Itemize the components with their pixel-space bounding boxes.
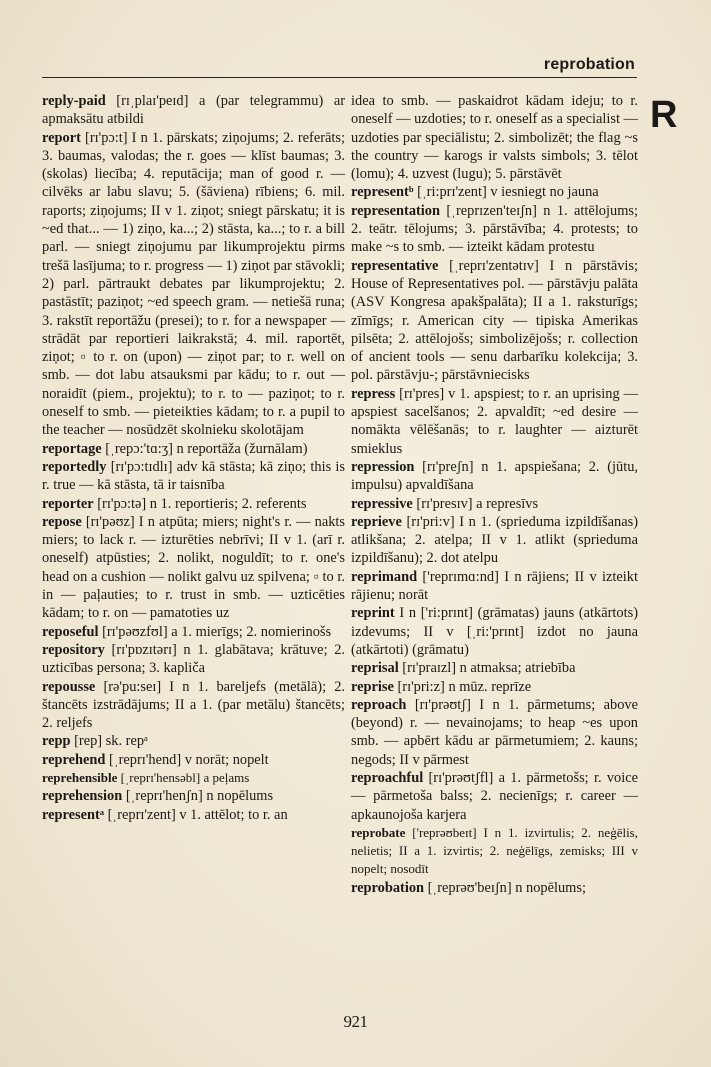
entry-headword: representation (351, 202, 440, 219)
entry-definition: [rɪ'pɒzɪtərɪ] n 1. glabātava; krātuve; 2. uzticības persona; 3. kapliča (42, 641, 345, 677)
dictionary-entry (42, 678, 345, 733)
entry-definition: [ˌreprɪ'hend] v norāt; nopelt (105, 751, 269, 768)
entry-headword: representative (351, 257, 439, 274)
dictionary-entry (351, 879, 638, 897)
entry-definition: [ˌreprɪ'henʃn] n nopēlums (122, 788, 274, 805)
dictionary-entry (351, 678, 638, 696)
entry-definition: [rɪ'presɪv] a represīvs (412, 495, 539, 512)
entry-headword: repress (351, 385, 396, 402)
entry-headword: reposeful (42, 623, 99, 640)
entry-headword: repression (351, 458, 415, 475)
entry-headword: reprobation (351, 879, 425, 896)
entry-headword: reportage (42, 440, 102, 457)
entry-headword: representᵃ (42, 806, 105, 823)
entry-headword: reprehension (42, 788, 123, 805)
dictionary-entry (42, 458, 345, 495)
entry-headword: reprint (351, 605, 395, 622)
entry-definition: [rɪ'preʃn] n 1. apspiešana; 2. (jūtu, impulsu) apvaldīšana (351, 458, 638, 494)
entry-headword: reprehensible (42, 769, 118, 785)
dictionary-entry (351, 568, 638, 605)
entry-headword: reporter (42, 495, 94, 512)
dictionary-entry (351, 513, 638, 568)
dictionary-entry (42, 440, 345, 458)
entry-headword: reprehend (42, 751, 106, 768)
dictionary-entry (42, 495, 345, 513)
entry-definition: [rɪˌplaɪ'peɪd] a (par telegrammu) ar apmaksātu atbildi (42, 93, 345, 128)
entry-headword: reprisal (351, 660, 399, 677)
dictionary-entry (351, 604, 638, 659)
entry-headword: repressive (351, 495, 413, 512)
dictionary-entry (42, 787, 345, 805)
dictionary-entry (351, 495, 638, 513)
header-rule (42, 77, 637, 78)
dictionary-entry (42, 806, 345, 824)
entry-definition: ['reprɪmɑ:nd] I n rājiens; II v izteikt rājienu; norāt (351, 568, 638, 604)
entry-headword: reprise (351, 678, 394, 695)
entry-headword: report (42, 129, 81, 146)
entry-definition: [ˌrepɔ:'tɑ:ʒ] n reportāža (žurnālam) (101, 440, 308, 457)
entry-headword: reprieve (351, 513, 402, 530)
entry-headword: representᵇ (351, 184, 414, 201)
left-column (42, 92, 345, 824)
entry-definition: [rɪ'prəʊtʃ] I n 1. pārmetums; above (beyond) r. — nevainojams; to heap ~es upon smb. — apbērt kādu ar pārmetumiem; 2. kauns; negods; II v pārmest (351, 696, 638, 768)
entry-definition: [ˌreprɪzen'teɪʃn] n 1. attēlojums; 2. teātr. tēlojums; 3. pārstāvība; 4. protests; to make ~s to smb. — izteikt kādam protestu (351, 202, 638, 256)
dictionary-entry (351, 183, 638, 201)
entry-definition: [ˌreprɪ'zent] v 1. attēlot; to r. an (104, 806, 288, 823)
dictionary-entry (351, 92, 638, 183)
dictionary-entry (351, 458, 638, 495)
entry-headword: reportedly (42, 458, 107, 475)
dictionary-entry (42, 769, 345, 787)
entry-definition: [ˌreprɪ'hensəbl] a peļams (117, 769, 250, 785)
dictionary-entry (42, 641, 345, 678)
thumb-index-letter: R (650, 94, 678, 136)
entry-definition: [rɪ'pɔ:tə] n 1. reportieris; 2. referents (93, 495, 307, 512)
entry-definition: [ˌri:prɪ'zent] v iesniegt no jauna (413, 184, 599, 201)
dictionary-entry (42, 732, 345, 750)
dictionary-entry (351, 659, 638, 677)
page-number: 921 (343, 1012, 368, 1031)
dictionary-entry (351, 202, 638, 257)
entry-definition: [rɪ'pəʊzfʊl] a 1. mierīgs; 2. nomierinošs (98, 623, 332, 640)
entry-definition: [rɪ'pri:v] I n 1. (sprieduma izpildīšanas) atlikšana; 2. atelpa; II v 1. atlikt (sprieduma izpildīšanu); 2. dot atelpu (351, 513, 638, 567)
entry-definition: [rɪ'prəʊtʃfl] a 1. pārmetošs; r. voice — pārmetoša balss; 2. necienīgs; r. career — apkaunojoša karjera (351, 769, 638, 823)
entry-definition: [rɪ'pɔ:t] I n 1. pārskats; ziņojums; 2. referāts; 3. baumas, valodas; the r. goes — klīst baumas; 3. (skolas) liecība; 4. reputācija; man of good r. — cilvēks ar labu slavu; 5. (šāviena) rībiens; 6. mil. raports; ziņojums; II v 1. ziņot; sniegt pārskatu; it is ~ed that... — 1) ziņo, ka...; 2) stāsta, ka...; to r. a bill parl. — sniegt ziņojumu par likumprojektu pirms trešā lasījuma; to r. progress — 1) ziņot par stāvokli; 2) parl. pārtraukt debates par likumprojektu; 2. pastāstīt; paziņot; ~ed speech gram. — netiešā runa; 3. rakstīt reportāžu (presei); to r. for a newspaper — strādāt par reportieri laikrakstā; 4. mil. raportēt, ziņot; ▫ to r. on (upon) — ziņot par; to r. well on smb. — dot labu atsauksmi par kādu; to r. out — noraidīt (piem., projektu); to r. to — paziņot; to r. oneself to smb. — pieteikties kādam; to r. a pupil to the teacher — nosūdzēt skolnieku skolotājam (42, 129, 345, 439)
dictionary-entry (42, 623, 345, 641)
entry-definition: [ˌreprɪ'zentətɪv] I n pārstāvis; House of Representatives pol. — pārstāvju palāta (ASV Kongresa apakšpalāta); II a 1. raksturīgs; zīmīgs; r. American city — tipiska Amerikas pilsēta; 2. attēlojošs; simbolizējošs; r. collection of ancient tools — senu darbarīku kolekcija; 3. pol. pārstāvju-; pārstāvniecisks (351, 257, 638, 384)
entry-headword: reproach (351, 696, 407, 713)
dictionary-entry (42, 92, 345, 129)
entry-definition: [rə'pu:seɪ] I n 1. bareljefs (metālā); 2. štancēts izstrādājums; II a 1. (par metālu) štancēts; 2. reljefs (42, 678, 345, 732)
dictionary-entry (42, 751, 345, 769)
entry-headword: reproachful (351, 769, 424, 786)
dictionary-entry (351, 824, 638, 879)
dictionary-entry (351, 696, 638, 769)
entry-definition: ['reprəʊbeɪt] I n 1. izvirtulis; 2. neģēlis, nelietis; II a 1. izvirtis; 2. neģēlīgs, zemisks; III v nopelt; nosodīt (351, 824, 638, 877)
entry-definition: [rɪ'pri:z] n mūz. reprīze (393, 678, 532, 695)
dictionary-entry (351, 769, 638, 824)
entry-definition: I n ['ri:prɪnt] (grāmatas) jauns (atkārtots) izdevums; II v [ˌri:'prɪnt] izdot no jauna (atkārtoti) (grāmatu) (351, 605, 638, 658)
entry-headword: repose (42, 513, 82, 530)
entry-definition: idea to smb. — paskaidrot kādam ideju; to r. oneself — uzdoties; to r. oneself as a specialist — uzdoties par speciālistu; 2. simbolizēt; the flag ~s the country — karogs ir valsts simbols; 3. tēlot (lomu); 4. uzvest (lugu); 5. pārstāvēt (351, 93, 638, 183)
entry-headword: reprimand (351, 568, 418, 585)
dictionary-entry (42, 513, 345, 623)
entry-definition: [rɪ'pres] v 1. apspiest; to r. an uprising — apspiest sacelšanos; 2. apvaldīt; ~ed desire — nomākta vēlēšanās; to r. laughter — aizturēt smieklus (351, 385, 638, 457)
dictionary-entry (42, 129, 345, 440)
entry-headword: repousse (42, 678, 96, 695)
entry-headword: reply-paid (42, 93, 106, 109)
running-head: reprobation (543, 56, 635, 73)
entry-headword: repp (42, 733, 71, 750)
dictionary-entry (351, 257, 638, 385)
entry-headword: repository (42, 641, 105, 658)
entry-definition: [ˌreprəʊ'beɪʃn] n nopēlums; (424, 879, 586, 896)
right-column (351, 92, 638, 897)
entry-headword: reprobate (351, 824, 406, 840)
entry-definition: [rɪ'pɔ:tɪdlɪ] adv kā stāsta; kā ziņo; this is r. true — kā stāsta, tā ir taisnība (42, 458, 345, 494)
entry-definition: [rep] sk. repᵃ (70, 733, 148, 750)
entry-definition: [rɪ'pəʊz] I n atpūta; miers; night's r. — nakts miers; to lack r. — izturēties nebrīvi; II v 1. (arī r. oneself) atpūsties; 2. nolikt, noguldīt; to r. one's head on a cushion — nolikt galvu uz spilvena; ▫ to r. in — paļauties; to r. trust in smb. — uzticēties kādam; to r. on — pamatoties uz (42, 513, 345, 622)
entry-definition: [rɪ'praɪzl] n atmaksa; atriebība (398, 660, 576, 677)
dictionary-entry (351, 385, 638, 458)
